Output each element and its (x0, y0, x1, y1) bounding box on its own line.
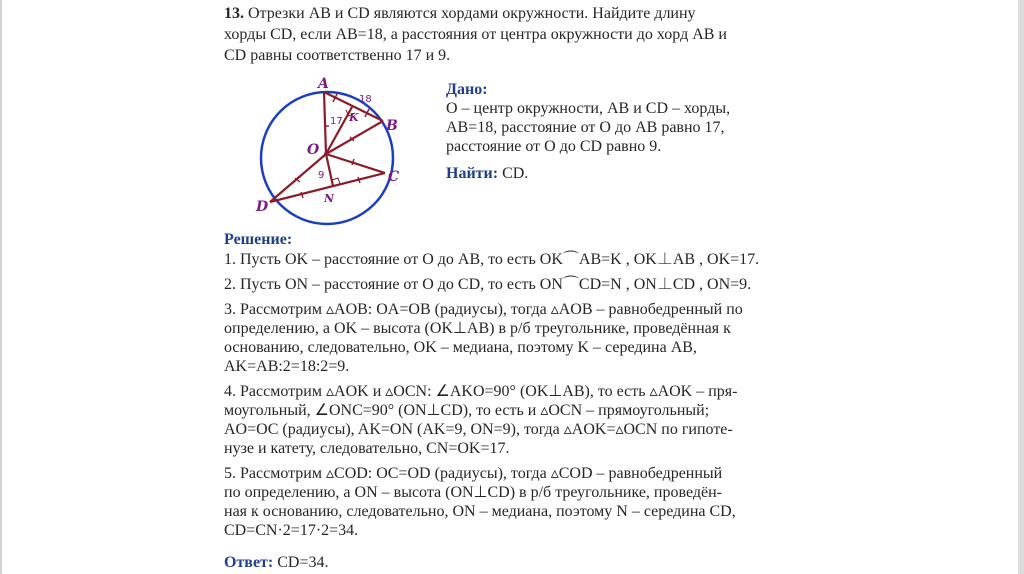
given-line: расстояние от О до CD равно 9. (446, 138, 662, 155)
circle-diagram (250, 74, 420, 234)
given-line: AB=18, расстояние от О до AB равно 17, (446, 119, 725, 136)
segment-on (326, 154, 333, 186)
geometry-figure (250, 74, 420, 234)
problem-number: 13. (224, 5, 244, 22)
problem-line (224, 3, 804, 24)
solution-step-4 (224, 382, 804, 458)
step-line: по определению, а ON – высота (ON⊥CD) в р/б треугольнике, проведён- (224, 484, 722, 501)
label-k: K (349, 111, 359, 124)
label-n: N (324, 192, 335, 205)
label-b: B (386, 118, 398, 134)
solution-step-3 (224, 300, 804, 376)
step-line: AK=AB:2=18:2=9. (224, 358, 350, 375)
step-line: 2. Пусть ON – расстояние от O до CD, то есть ON⌒CD=N , ON⊥CD , ON=9. (224, 276, 752, 293)
problem-statement (224, 3, 804, 66)
step-line: основанию, следовательно, OK – медиана, поэтому K – середина AB, (224, 339, 697, 356)
given-section (446, 80, 806, 156)
step-line: нузе и катету, следовательно, CN=OK=17. (224, 440, 510, 457)
step-line: 4. Рассмотрим ▵AOK и ▵OCN: ∠AKO=90° (OK⊥AB), то есть ▵AOK – пря- (224, 383, 738, 400)
label-o: O (307, 142, 320, 158)
tick-oc (352, 159, 354, 165)
problem-line: хорды CD, если AB=18, а расстояния от центра окружности до хорд AB и (224, 26, 727, 43)
given-line: О – центр окружности, AB и CD – хорды, (446, 100, 731, 117)
tick-nc (358, 177, 360, 183)
answer-value: CD=34. (277, 554, 329, 571)
segment-oa (324, 92, 326, 154)
find-section (446, 164, 528, 183)
step-line: 3. Рассмотрим ▵AOB: OA=OB (радиусы), тогда ▵AOB – равнобедренный по (224, 301, 743, 318)
step-line: 1. Пусть OK – расстояние от O до AB, то есть OK⌒AB=K , OK⊥AB , OK=17. (224, 251, 760, 268)
step-line: AO=OC (радиусы), AK=ON (AK=9, ON=9), тогда ▵AOK=▵OCN по гипоте- (224, 421, 733, 438)
label-18: 18 (359, 94, 372, 105)
center-point (324, 152, 328, 156)
given-header: Дано: (446, 81, 488, 98)
find-value: CD. (502, 165, 529, 182)
label-9: 9 (318, 170, 325, 181)
answer-header: Ответ: (224, 554, 274, 571)
solution-header: Решение: (224, 231, 293, 248)
find-header: Найти: (446, 165, 499, 182)
solution-step-2 (224, 275, 804, 294)
step-line: определению, а OK – высота (OK⊥AB) в р/б треугольнике, проведённая к (224, 320, 731, 337)
problem-line-text: Отрезки AB и CD являются хордами окружности. Найдите длину (248, 5, 696, 22)
step-line: 5. Рассмотрим ▵COD: OC=OD (радиусы), тогда ▵COD – равнобедренный (224, 465, 723, 482)
answer-section (224, 554, 328, 572)
solution-step-5 (224, 464, 804, 540)
solution-section (224, 230, 804, 546)
label-a: A (318, 76, 329, 92)
segment-oc (326, 154, 385, 173)
step-line: CD=CN·2=17·2=34. (224, 522, 359, 539)
label-17: 17 (330, 116, 343, 127)
label-c: C (388, 169, 400, 185)
problem-line: CD равны соответственно 17 и 9. (224, 47, 451, 64)
step-line: ная к основанию, следовательно, ON – медиана, поэтому N – середина CD, (224, 503, 736, 520)
step-line: моугольный, ∠ONC=90° (ON⊥CD), то есть и ▵OCN – прямоугольный; (224, 402, 710, 419)
solution-step-1 (224, 250, 804, 269)
label-d: D (256, 199, 269, 215)
